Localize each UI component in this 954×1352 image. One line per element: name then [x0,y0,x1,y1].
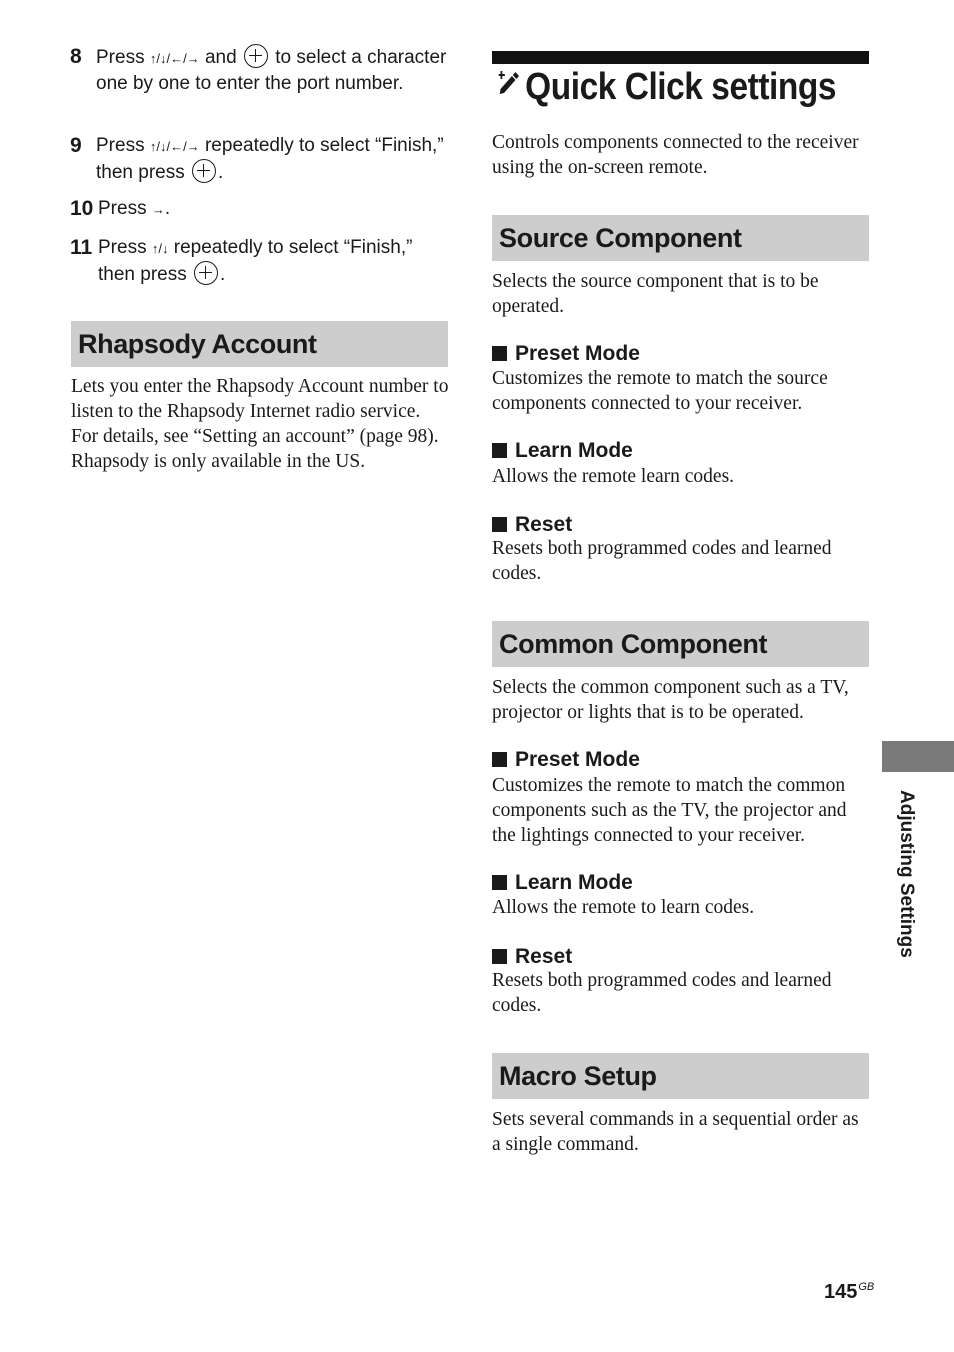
subheading-text: Reset [515,513,573,536]
source-component-body: Selects the source component that is to be operated. [492,271,819,317]
step-text: to select a character one by one to enter the port number. [96,47,447,94]
step-number: 11 [70,236,93,259]
enter-button-icon [192,159,216,183]
preset-mode-text: Customizes the remote to match the source components connected to your receiver. [492,368,828,414]
step-text: and [204,47,237,68]
step-11 [70,235,450,287]
step-text: . [220,264,226,285]
subheading-text: Preset Mode [515,748,640,771]
chapter-label: Adjusting Settings [896,790,917,958]
preset-mode-text: Customizes the remote to match the common components such as the TV, the projector and the lightings connected to your receiver. [492,775,847,846]
step-text: Press [98,237,147,258]
pencil-icon [497,69,520,95]
square-bullet-icon [492,949,507,964]
step-text: . [164,198,171,219]
common-component-body: Selects the common component such as a TV, projector or lights that is to be operated. [492,677,849,723]
square-bullet-icon [492,443,507,458]
subheading-learn-mode [492,870,633,896]
up-down-arrow-icon: ↑/↓ [151,241,169,256]
title-rule [492,51,869,64]
reset-text: Resets both programmed codes and learned codes. [492,970,832,1016]
subheading-preset-mode [492,341,640,367]
step-9 [70,133,450,185]
page-number [824,1281,874,1304]
page-number-value: 145 [824,1281,858,1303]
section-heading-macro-setup: Macro Setup [492,1053,869,1099]
subheading-preset-mode [492,747,640,773]
page-title-text: Quick Click settings [525,66,837,108]
subheading-reset [492,944,572,970]
page-title [497,64,836,110]
learn-mode-text: Allows the remote learn codes. [492,466,735,487]
step-8 [70,44,450,96]
subheading-reset [492,512,572,538]
subheading-text: Learn Mode [515,439,633,462]
step-text: Press [98,198,147,219]
enter-button-icon [244,44,268,68]
step-number: 9 [70,134,82,157]
subheading-text: Preset Mode [515,342,640,365]
section-heading-rhapsody-account: Rhapsody Account [71,321,448,367]
square-bullet-icon [492,875,507,890]
section-heading-source-component: Source Component [492,215,869,261]
enter-button-icon [194,261,218,285]
macro-setup-body: Sets several commands in a sequential order as a single command. [492,1109,859,1155]
subheading-text: Reset [515,945,573,968]
step-text: . [218,162,224,183]
section-heading-common-component: Common Component [492,621,869,667]
subheading-text: Learn Mode [515,871,633,894]
arrow-keys-icon: ↑/↓/←/→ [149,51,200,66]
arrow-keys-icon: ↑/↓/←/→ [149,139,200,154]
subheading-learn-mode [492,438,633,464]
chapter-tab [882,741,954,772]
step-text: repeatedly to select “Finish,” then press [96,135,444,183]
step-text: Press [96,135,145,156]
step-text: Press [96,47,145,68]
square-bullet-icon [492,517,507,532]
square-bullet-icon [492,752,507,767]
step-text: repeatedly to select “Finish,” then press [98,237,413,285]
intro-text: Controls components connected to the receiver using the on-screen remote. [492,132,859,178]
learn-mode-text: Allows the remote to learn codes. [492,897,755,918]
reset-text: Resets both programmed codes and learned codes. [492,538,832,584]
page-number-suffix: GB [858,1281,875,1293]
step-10 [70,196,450,222]
right-arrow-icon: → [151,202,165,217]
rhapsody-account-body: Lets you enter the Rhapsody Account number to listen to the Rhapsody Internet radio service. For details, see “Setting an account” (page 98). Rhapsody is only available in the US. [71,376,449,472]
step-number: 8 [70,45,82,68]
step-number: 10 [70,197,94,220]
square-bullet-icon [492,346,507,361]
